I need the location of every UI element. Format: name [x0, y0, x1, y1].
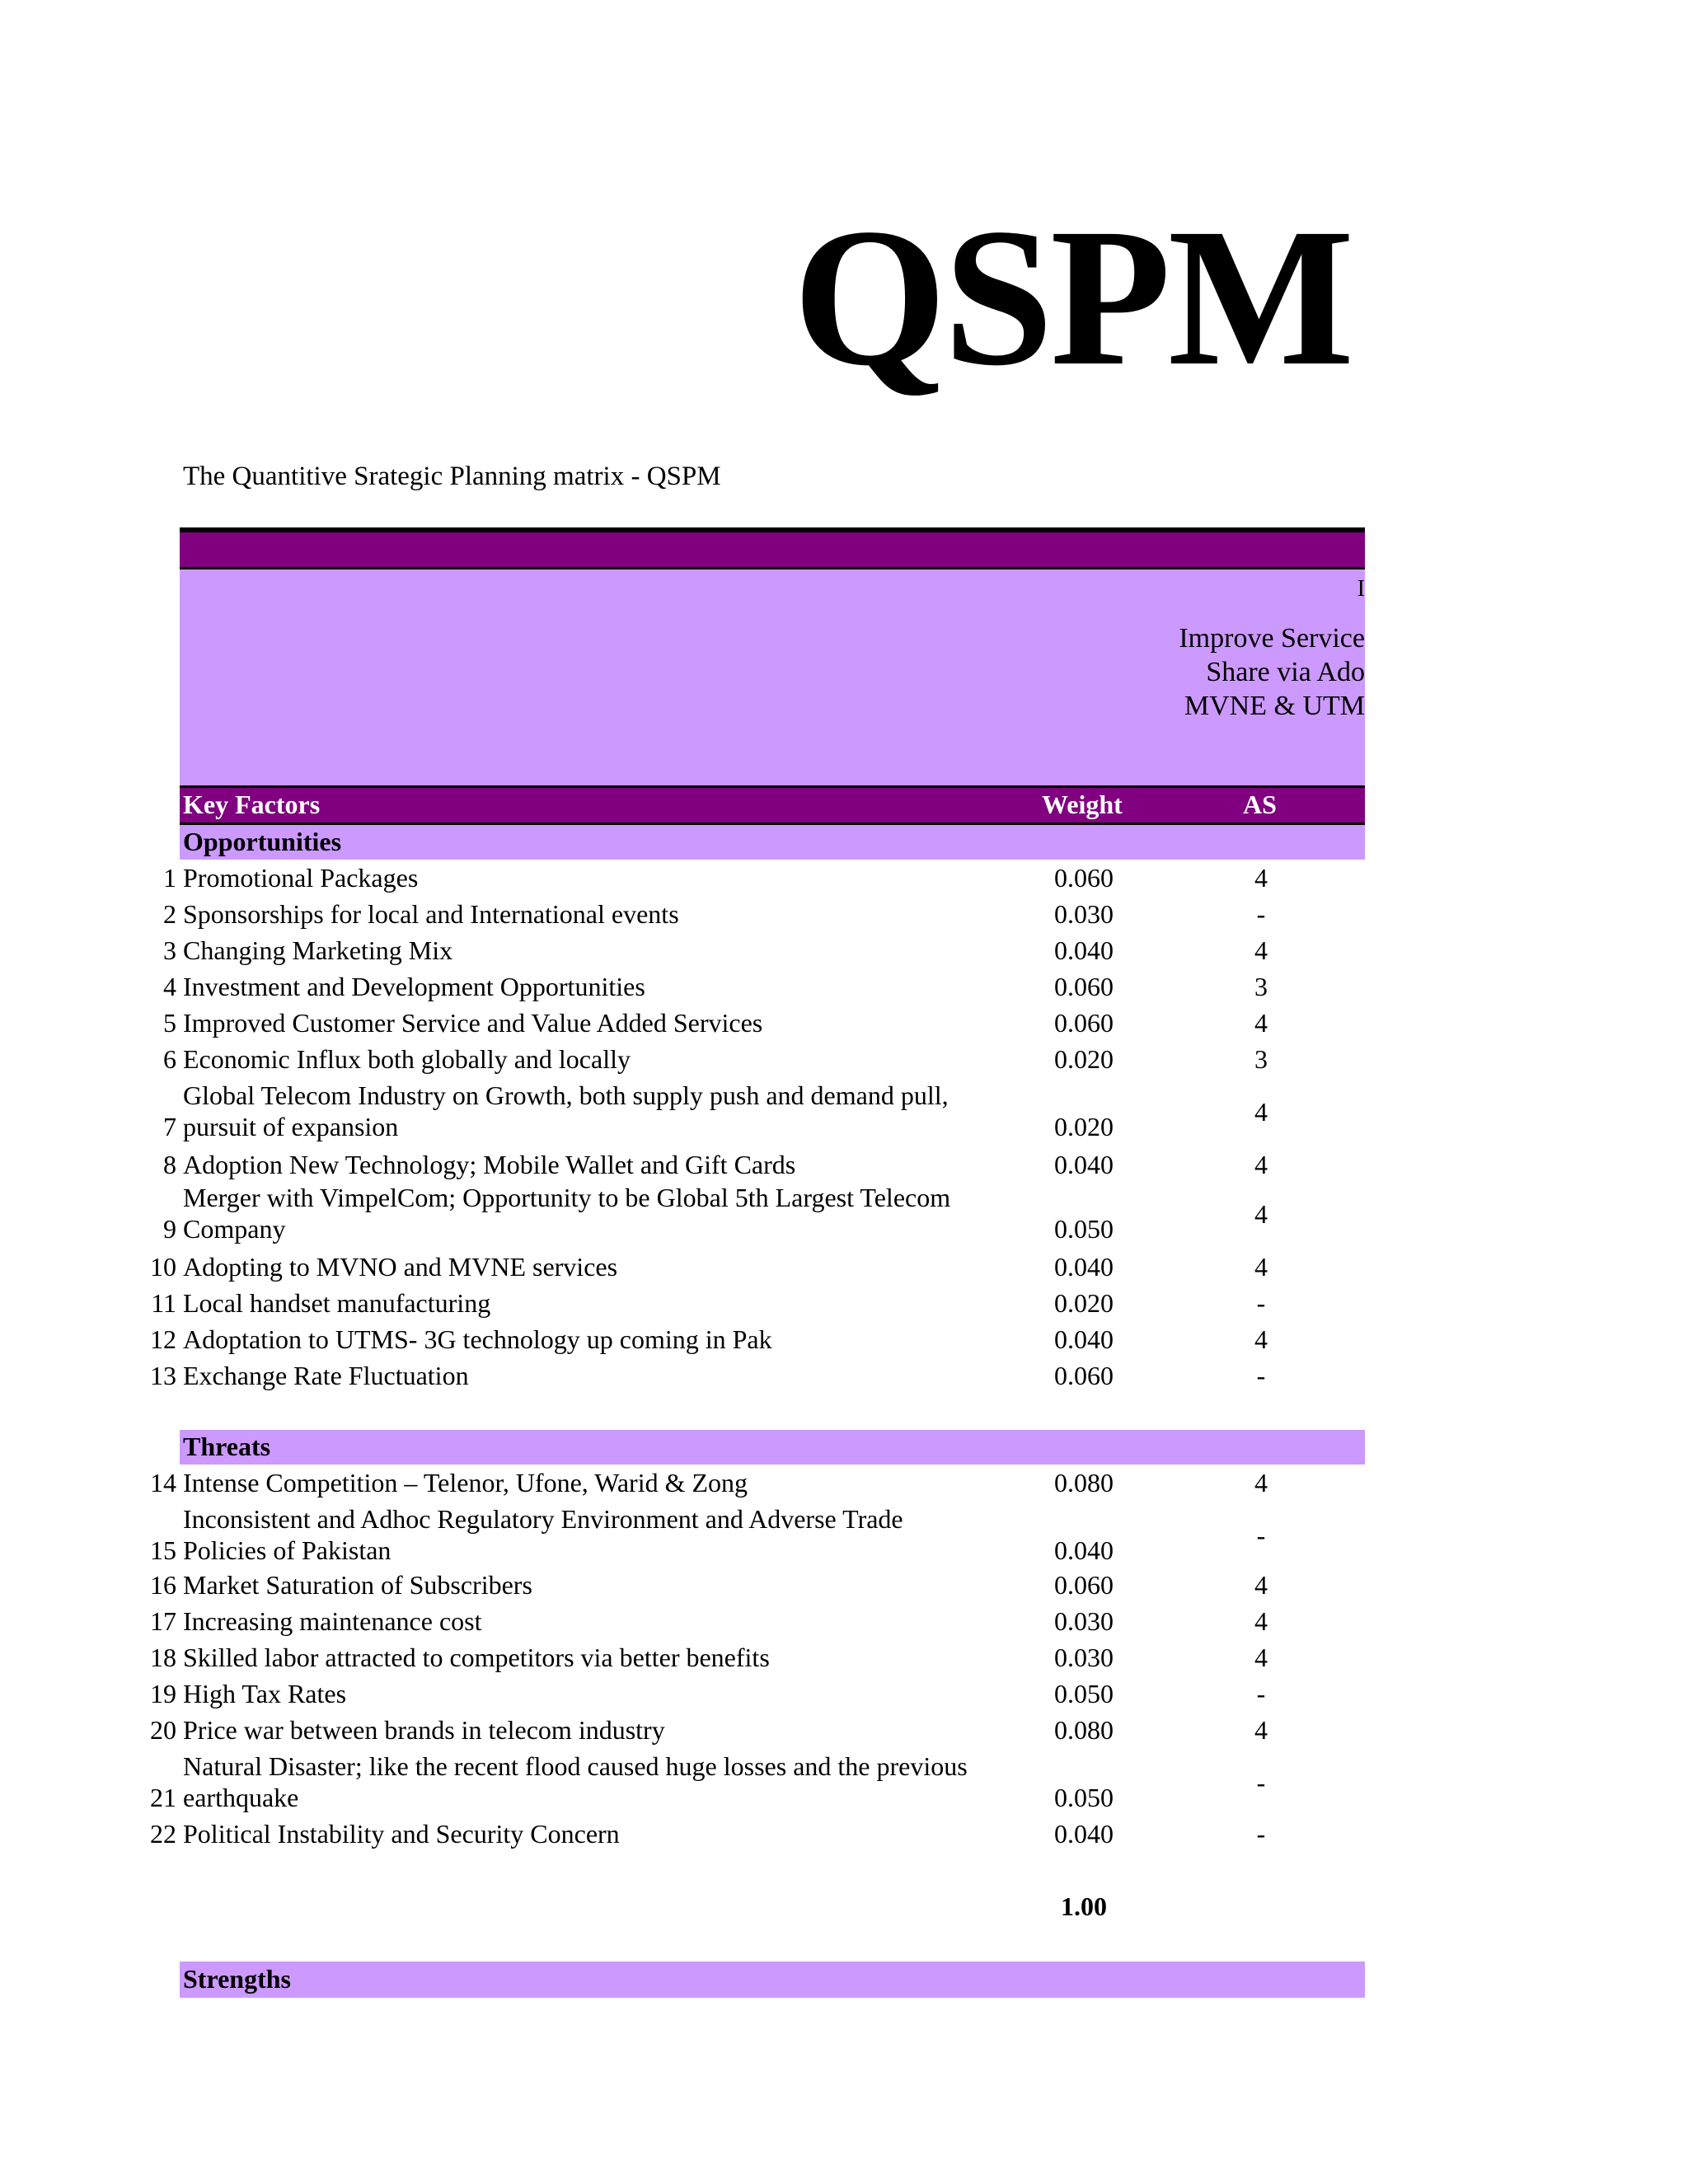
row-as: 4	[1254, 1199, 1268, 1229]
row-weight: 0.060	[1054, 972, 1114, 1001]
row-as: -	[1256, 1819, 1266, 1849]
row-factor: Exchange Rate Fluctuation	[183, 1361, 469, 1390]
row-factor: Adoption New Technology; Mobile Wallet and Gift Cards	[183, 1150, 796, 1179]
row-weight: 0.080	[1054, 1468, 1114, 1497]
row-weight: 0.040	[1054, 935, 1114, 965]
row-number: 8	[163, 1150, 176, 1179]
document-subtitle: The Quantitive Srategic Planning matrix - QSPM	[183, 462, 721, 491]
row-factor: Changing Marketing Mix	[183, 935, 453, 965]
row-number: 5	[163, 1008, 176, 1038]
header-weight: Weight	[1042, 790, 1123, 819]
header-band-top	[180, 532, 1365, 567]
row-number: 4	[163, 972, 176, 1001]
row-as: -	[1256, 1521, 1266, 1550]
row-as: 4	[1254, 1150, 1268, 1179]
row-weight: 0.040	[1054, 1819, 1114, 1849]
row-factor-line1: Global Telecom Industry on Growth, both supply push and demand pull,	[183, 1080, 949, 1110]
row-weight: 0.040	[1054, 1535, 1114, 1565]
row-weight: 0.040	[1054, 1252, 1114, 1282]
row-as: 4	[1254, 1643, 1268, 1672]
row-weight: 0.040	[1054, 1324, 1114, 1354]
row-as: 4	[1254, 1606, 1268, 1636]
row-weight: 0.030	[1054, 1606, 1114, 1636]
row-number: 15	[150, 1535, 176, 1565]
row-as: 4	[1254, 1468, 1268, 1497]
total-weight: 1.00	[1061, 1891, 1107, 1921]
row-weight: 0.040	[1054, 1150, 1114, 1179]
row-factor-line2: pursuit of expansion	[183, 1112, 399, 1141]
threats-section-bar	[180, 1430, 1365, 1465]
strategy-line-1: Improve Service	[1179, 623, 1365, 654]
row-factor-line1: Natural Disaster; like the recent flood caused huge losses and the previous	[183, 1751, 968, 1781]
row-as: 4	[1254, 1570, 1268, 1600]
strategy-header-text	[1071, 569, 1365, 775]
row-as: 4	[1254, 1324, 1268, 1354]
row-number: 2	[163, 899, 176, 929]
row-as: 4	[1254, 1097, 1268, 1127]
row-number: 13	[150, 1361, 176, 1390]
row-as: 3	[1254, 972, 1268, 1001]
row-number: 16	[150, 1570, 176, 1600]
row-as: -	[1256, 1361, 1266, 1390]
strategy-line-3: MVNE & UTM	[1184, 691, 1365, 721]
row-weight: 0.020	[1054, 1288, 1114, 1318]
section-strengths: Strengths	[183, 1964, 291, 1994]
row-weight: 0.050	[1054, 1783, 1114, 1812]
row-number: 6	[163, 1044, 176, 1074]
row-as: -	[1256, 899, 1266, 929]
row-factor: High Tax Rates	[183, 1679, 347, 1708]
row-factor: Economic Influx both globally and locally	[183, 1044, 631, 1074]
row-factor-line1: Merger with VimpelCom; Opportunity to be Global 5th Largest Telecom	[183, 1183, 951, 1212]
row-factor: Adopting to MVNO and MVNE services	[183, 1252, 618, 1282]
row-factor: Political Instability and Security Concern	[183, 1819, 620, 1849]
row-weight: 0.030	[1054, 899, 1114, 929]
row-number: 12	[150, 1324, 176, 1354]
section-opportunities: Opportunities	[183, 827, 342, 856]
row-as: -	[1256, 1288, 1266, 1318]
row-as: 4	[1254, 1252, 1268, 1282]
row-factor: Price war between brands in telecom industry	[183, 1715, 665, 1745]
row-factor: Adoptation to UTMS- 3G technology up coming in Pak	[183, 1324, 772, 1354]
row-factor: Investment and Development Opportunities	[183, 972, 645, 1001]
header-key-factors: Key Factors	[183, 790, 321, 819]
row-factor-line2: earthquake	[183, 1783, 299, 1812]
row-factor-line2: Policies of Pakistan	[183, 1535, 392, 1565]
row-weight: 0.030	[1054, 1643, 1114, 1672]
section-threats: Threats	[183, 1432, 271, 1461]
row-number: 21	[150, 1783, 176, 1812]
row-as: 4	[1254, 1715, 1268, 1745]
row-number: 19	[150, 1679, 176, 1708]
row-number: 1	[163, 863, 176, 893]
row-number: 14	[150, 1468, 176, 1497]
row-as: 3	[1254, 1044, 1268, 1074]
row-number: 20	[150, 1715, 176, 1745]
document-title: QSPM	[793, 198, 1352, 396]
row-as: -	[1256, 1768, 1266, 1797]
row-factor: Promotional Packages	[183, 863, 419, 893]
row-number: 9	[163, 1214, 176, 1244]
row-number: 18	[150, 1643, 176, 1672]
row-factor: Skilled labor attracted to competitors via better benefits	[183, 1643, 770, 1672]
row-weight: 0.050	[1054, 1214, 1114, 1244]
row-weight: 0.060	[1054, 1008, 1114, 1038]
row-number: 3	[163, 935, 176, 965]
strategy-line-0: I	[1357, 576, 1365, 602]
row-factor: Improved Customer Service and Value Added Services	[183, 1008, 763, 1038]
row-weight: 0.060	[1054, 863, 1114, 893]
row-number: 22	[150, 1819, 176, 1849]
header-as: AS	[1243, 790, 1277, 819]
row-factor: Increasing maintenance cost	[183, 1606, 482, 1636]
row-as: 4	[1254, 863, 1268, 893]
row-factor: Local handset manufacturing	[183, 1288, 491, 1318]
row-as: -	[1256, 1679, 1266, 1708]
strengths-section-bar	[180, 1961, 1365, 1998]
row-number: 10	[150, 1252, 176, 1282]
row-weight: 0.020	[1054, 1044, 1114, 1074]
row-factor: Sponsorships for local and International events	[183, 899, 679, 929]
row-as: 4	[1254, 935, 1268, 965]
row-factor: Market Saturation of Subscribers	[183, 1570, 532, 1600]
row-weight: 0.080	[1054, 1715, 1114, 1745]
strategy-line-2: Share via Ado	[1206, 657, 1365, 687]
row-factor-line2: Company	[183, 1214, 286, 1244]
row-factor-line1: Inconsistent and Adhoc Regulatory Environment and Adverse Trade	[183, 1504, 903, 1534]
column-header-bar	[180, 788, 1365, 823]
opportunities-section-bar	[180, 825, 1365, 860]
row-number: 17	[150, 1606, 176, 1636]
row-factor: Intense Competition – Telenor, Ufone, Warid & Zong	[183, 1468, 748, 1497]
row-weight: 0.050	[1054, 1679, 1114, 1708]
row-number: 7	[163, 1112, 176, 1141]
row-number: 11	[151, 1288, 176, 1318]
row-as: 4	[1254, 1008, 1268, 1038]
row-weight: 0.020	[1054, 1112, 1114, 1141]
row-weight: 0.060	[1054, 1361, 1114, 1390]
row-weight: 0.060	[1054, 1570, 1114, 1600]
